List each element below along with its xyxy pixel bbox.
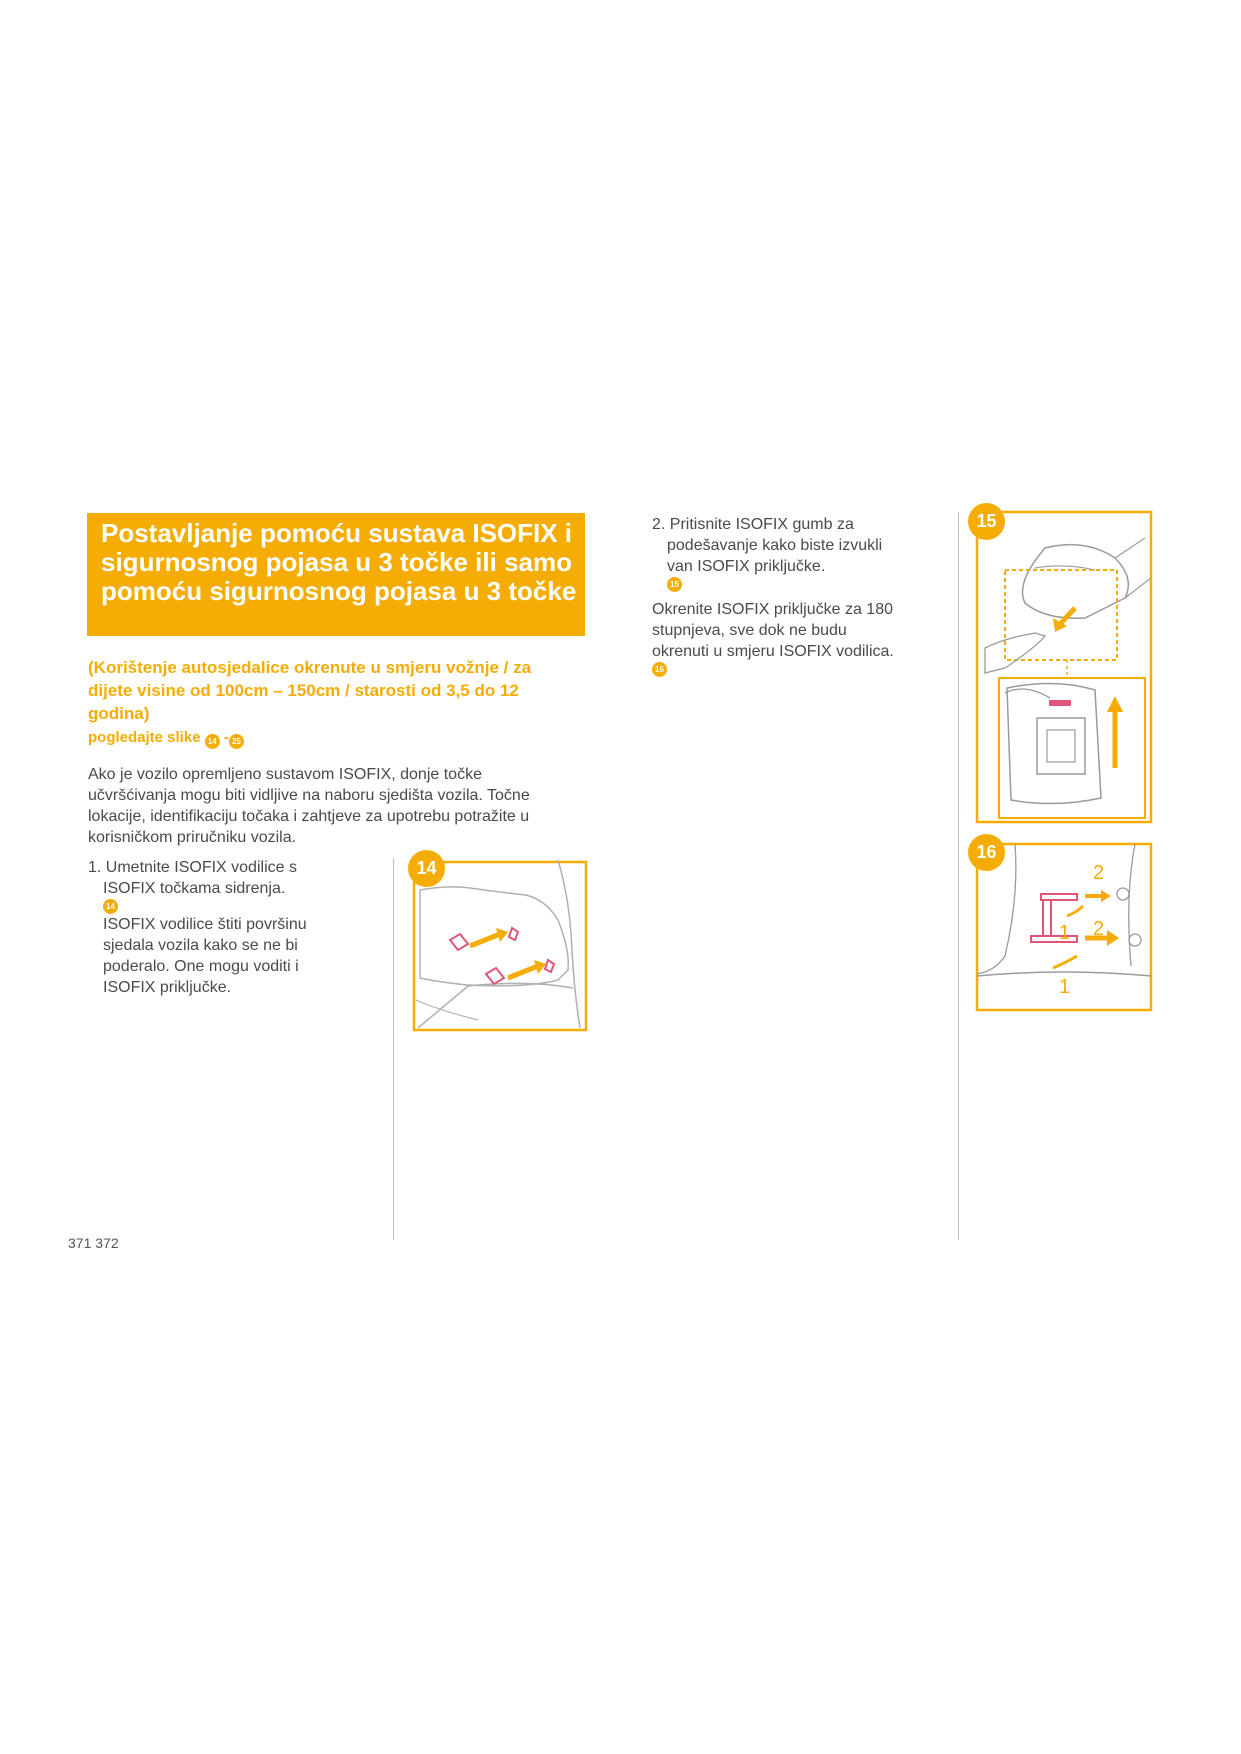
figure-ref-badge: 15 (667, 577, 682, 592)
figure-15 (975, 508, 1155, 828)
step-line: stupnjeva, sve dok ne budu (652, 622, 847, 639)
range-dash: - (223, 729, 229, 746)
step-line (652, 662, 952, 677)
figure-number-badge: 14 (408, 850, 445, 887)
step-line: ISOFIX točkama sidrenja. 14 (88, 878, 348, 914)
step-line: podešavanje kako biste izvukli (667, 537, 883, 554)
step-line: 1. Umetnite ISOFIX vodilice s (88, 859, 297, 876)
section-title (87, 513, 585, 636)
intro-line: korisničkom priručniku vozila. (88, 829, 297, 846)
step-line: van ISOFIX priključke. 15 (652, 556, 952, 592)
intro-line: Ako je vozilo opremljeno sustavom ISOFIX, donje točke (88, 766, 482, 783)
title-line: sigurnosnog pojasa u 3 točke ili samo (101, 547, 572, 577)
step-line: Okrenite ISOFIX priključke za 180 (652, 601, 893, 618)
step-1 (88, 857, 348, 998)
step-line: sjedala vozila kako se ne bi (103, 937, 298, 954)
step-2 (652, 514, 952, 592)
step-line: ISOFIX vodilice štiti površinu (103, 916, 307, 933)
see-figures-label: pogledajte slike (88, 729, 201, 746)
section-subtitle (88, 656, 588, 725)
page-numbers: 371 372 (68, 1235, 119, 1251)
subtitle-line: godina) (88, 704, 150, 723)
step-label: 2 (1093, 862, 1105, 884)
intro-paragraph (88, 764, 588, 848)
step-3 (652, 599, 952, 677)
figure-14 (408, 860, 588, 1032)
title-line: pomoću sigurnosnog pojasa u 3 točke (101, 576, 577, 606)
step-line: ISOFIX priključke. (103, 979, 232, 996)
step-label: 1 (1059, 976, 1071, 998)
step-line: poderalo. One mogu voditi i (103, 958, 299, 975)
column-divider (958, 512, 959, 1240)
figure-15-illustration (975, 508, 1155, 828)
step-label: 2 (1093, 918, 1105, 940)
subtitle-line: (Korištenje autosjedalice okrenute u smjeru vožnje / za (88, 658, 532, 677)
figure-number-badge: 15 (968, 503, 1005, 540)
figure-ref-badge: 25 (229, 734, 244, 749)
see-figures-reference (88, 729, 244, 749)
step-label: 1 (1059, 922, 1071, 944)
step-line: okrenuti u smjeru ISOFIX vodilica. (652, 643, 894, 660)
title-line: Postavljanje pomoću sustava ISOFIX i (101, 518, 573, 548)
figure-14-illustration (408, 860, 588, 1032)
figure-ref-badge: 14 (103, 899, 118, 914)
intro-line: lokacije, identifikaciju točaka i zahtjeve za upotrebu potražite u (88, 808, 530, 825)
subtitle-line: dijete visine od 100cm – 150cm / starosti od 3,5 do 12 (88, 681, 519, 700)
step-line: 2. Pritisnite ISOFIX gumb za (652, 516, 854, 533)
intro-line: učvršćivanja mogu biti vidljive na naboru sjedišta vozila. Točne (88, 787, 530, 804)
column-divider (393, 858, 394, 1240)
figure-ref-badge: 14 (205, 734, 220, 749)
figure-ref-badge: 16 (652, 662, 667, 677)
figure-16 (975, 836, 1155, 1012)
figure-number-badge: 16 (968, 834, 1005, 871)
